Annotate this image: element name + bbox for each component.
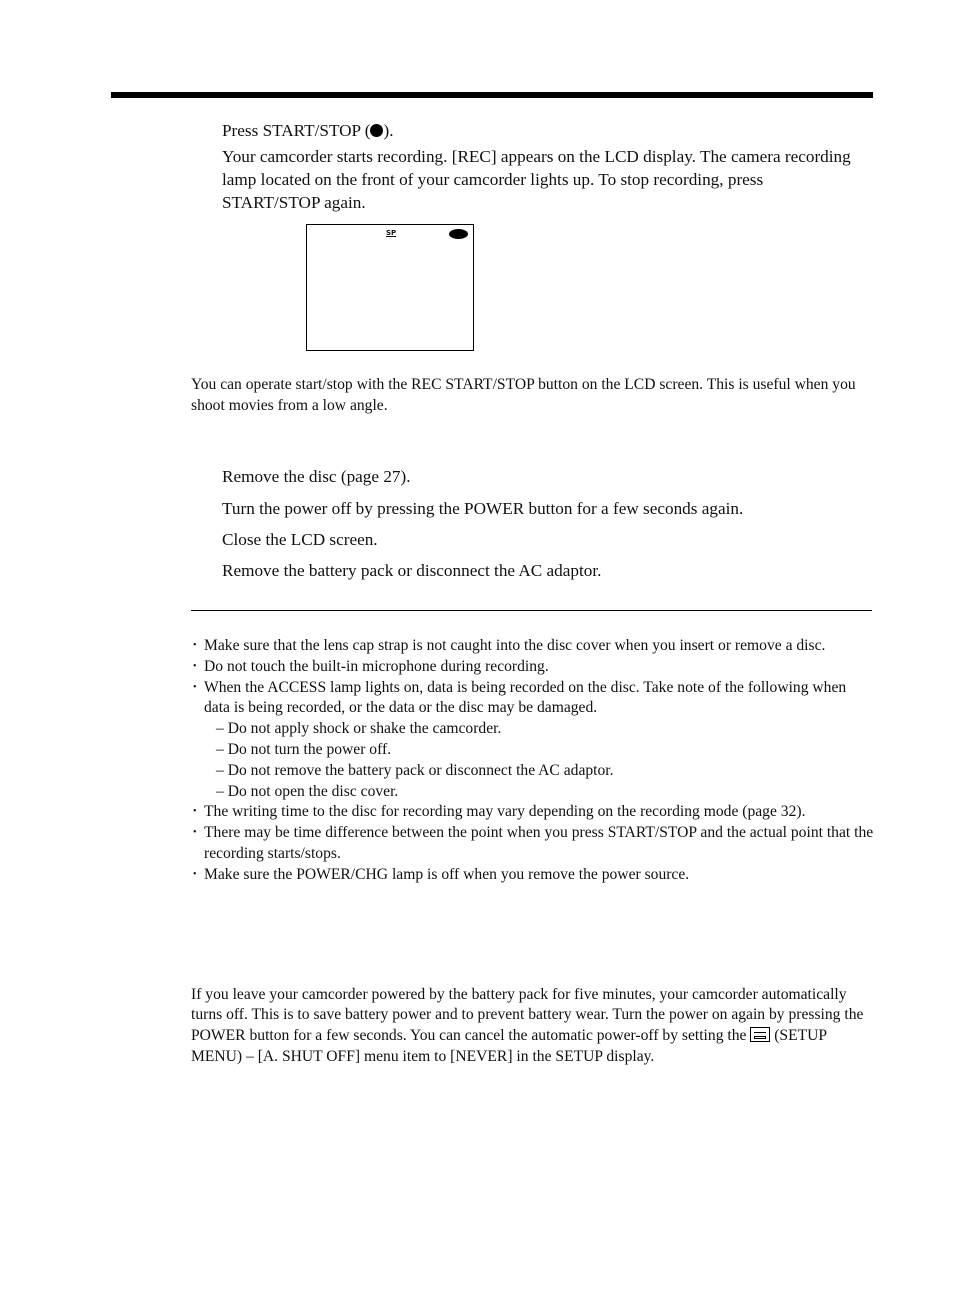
section-rule (191, 610, 872, 611)
sp-mode-icon: SP (386, 229, 397, 237)
note-item: • Do not touch the built-in microphone during recording. (191, 657, 876, 678)
bullet-icon: • (193, 827, 197, 839)
after-step-3: Close the LCD screen. (222, 530, 378, 549)
note-subitem: – Do not open the disc cover. (216, 782, 399, 800)
rec-indicator-icon (449, 229, 468, 239)
bullet-icon: • (193, 660, 197, 672)
bullet-icon: • (193, 681, 197, 693)
note-subitem: – Do not remove the battery pack or disconnect the AC adaptor. (216, 761, 614, 779)
note-item: • Make sure the POWER/CHG lamp is off when you remove the power source. (191, 865, 876, 886)
bullet-icon: • (193, 806, 197, 818)
bullet-icon: • (193, 868, 197, 880)
step-instruction: Press START/STOP ( ). (222, 121, 394, 140)
setup-menu-icon (750, 1027, 770, 1042)
bullet-icon: • (193, 640, 197, 651)
note-item: • Make sure that the lens cap strap is not caught into the disc cover when you insert or remove a disc. (191, 636, 876, 657)
note-item: • When the ACCESS lamp lights on, data is being recorded on the disc. Take note of the following when data is being recorded, or the data or the disc may be damaged. (193, 678, 847, 717)
lcd-screen-illustration (306, 224, 474, 351)
after-step-4: Remove the battery pack or disconnect the AC adaptor. (222, 561, 602, 580)
notes-list (191, 636, 876, 886)
note-subitem: – Do not apply shock or shake the camcorder. (216, 720, 502, 738)
after-step-2: Turn the power off by pressing the POWER button for a few seconds again. (222, 499, 744, 518)
auto-power-off-paragraph: If you leave your camcorder powered by the battery pack for five minutes, your camcorder automatically turns off. This is to save battery power and to prevent battery wear. Turn the power on again by pressing the POWER button for a few seconds. You can cancel the automatic power-off by setting the (SETUP MENU) – [A. SHUT OFF] menu item to [NEVER] in the SETUP display. (191, 985, 864, 1065)
after-step-1: Remove the disc (page 27). (222, 467, 411, 486)
record-dot-icon (370, 124, 383, 137)
step-description: Your camcorder starts recording. [REC] appears on the LCD display. The camera recording lamp located on the front of your camcorder lights up. To stop recording, press START/STOP again. (222, 147, 851, 212)
header-rule (111, 92, 873, 98)
tip-text: You can operate start/stop with the REC START/STOP button on the LCD screen. This is useful when you shoot movies from a low angle. (191, 376, 856, 414)
note-subitem: – Do not turn the power off. (216, 740, 392, 758)
note-item: • There may be time difference between the point when you press START/STOP and the actual point that the recording starts/stops. (193, 824, 874, 862)
note-item: • The writing time to the disc for recording may vary depending on the recording mode (page 32). (191, 802, 876, 823)
